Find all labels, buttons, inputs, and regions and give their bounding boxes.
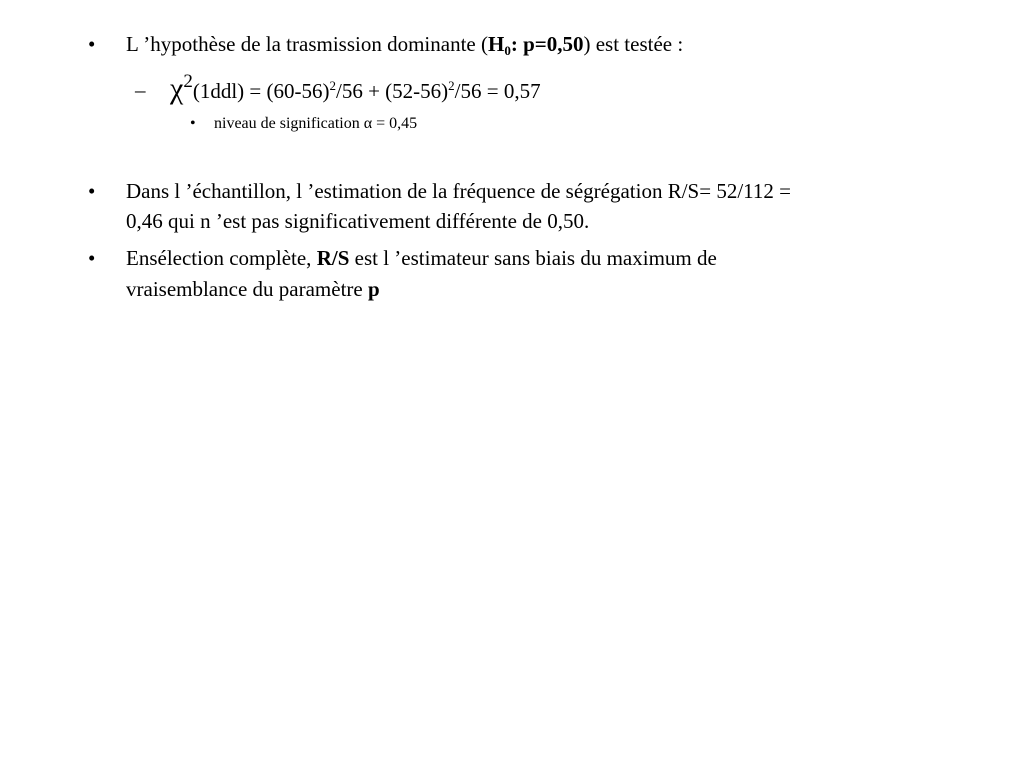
dash-bullet: – [135,78,146,102]
estimator-parameter: p [367,277,380,301]
sample-estimate-line-1: Dans l ’échantillon, l ’estimation de la fréquence de ségrégation R/S= 52/112 = [126,179,791,203]
alpha-symbol: α [363,115,373,132]
estimator-text-2: vraisemblance du paramètre [126,277,368,301]
significance-line [214,114,417,134]
estimator-line-1 [126,244,717,272]
hypothesis-h-subscript: 0 [504,43,511,58]
estimator-rs: R/S [316,246,350,270]
bullet: • [88,246,96,270]
hypothesis-value: : p=0,50 [510,32,584,56]
bullet: • [88,179,96,203]
hypothesis-h: H [487,32,505,56]
hypothesis-text: L ’hypothèse de la trasmission dominante ( [126,32,488,56]
small-bullet: • [190,115,196,132]
hypothesis-line [126,30,683,58]
formula-exp2: 2 [448,78,455,93]
sample-estimate-line-2: 0,46 qui n ’est pas significativement différente de 0,50. [126,209,590,233]
chi-square-formula [170,71,541,105]
significance-text: niveau de signification [214,115,364,132]
estimator-text-rest: est l ’estimateur sans biais du maximum de [349,246,717,270]
formula-exp1: 2 [329,78,336,93]
estimator-text: Ensélection complète, [126,246,317,270]
significance-value: = 0,45 [372,115,418,132]
formula-part1: (1ddl) = (60-56) [192,79,330,103]
formula-part2: /56 + (52-56) [335,79,449,103]
estimator-line-2 [126,275,380,303]
hypothesis-suffix: ) est testée : [583,32,684,56]
chi-exponent: 2 [183,71,193,92]
formula-part3: /56 = 0,57 [454,79,541,103]
bullet: • [88,32,96,56]
chi-symbol: χ [170,72,184,105]
